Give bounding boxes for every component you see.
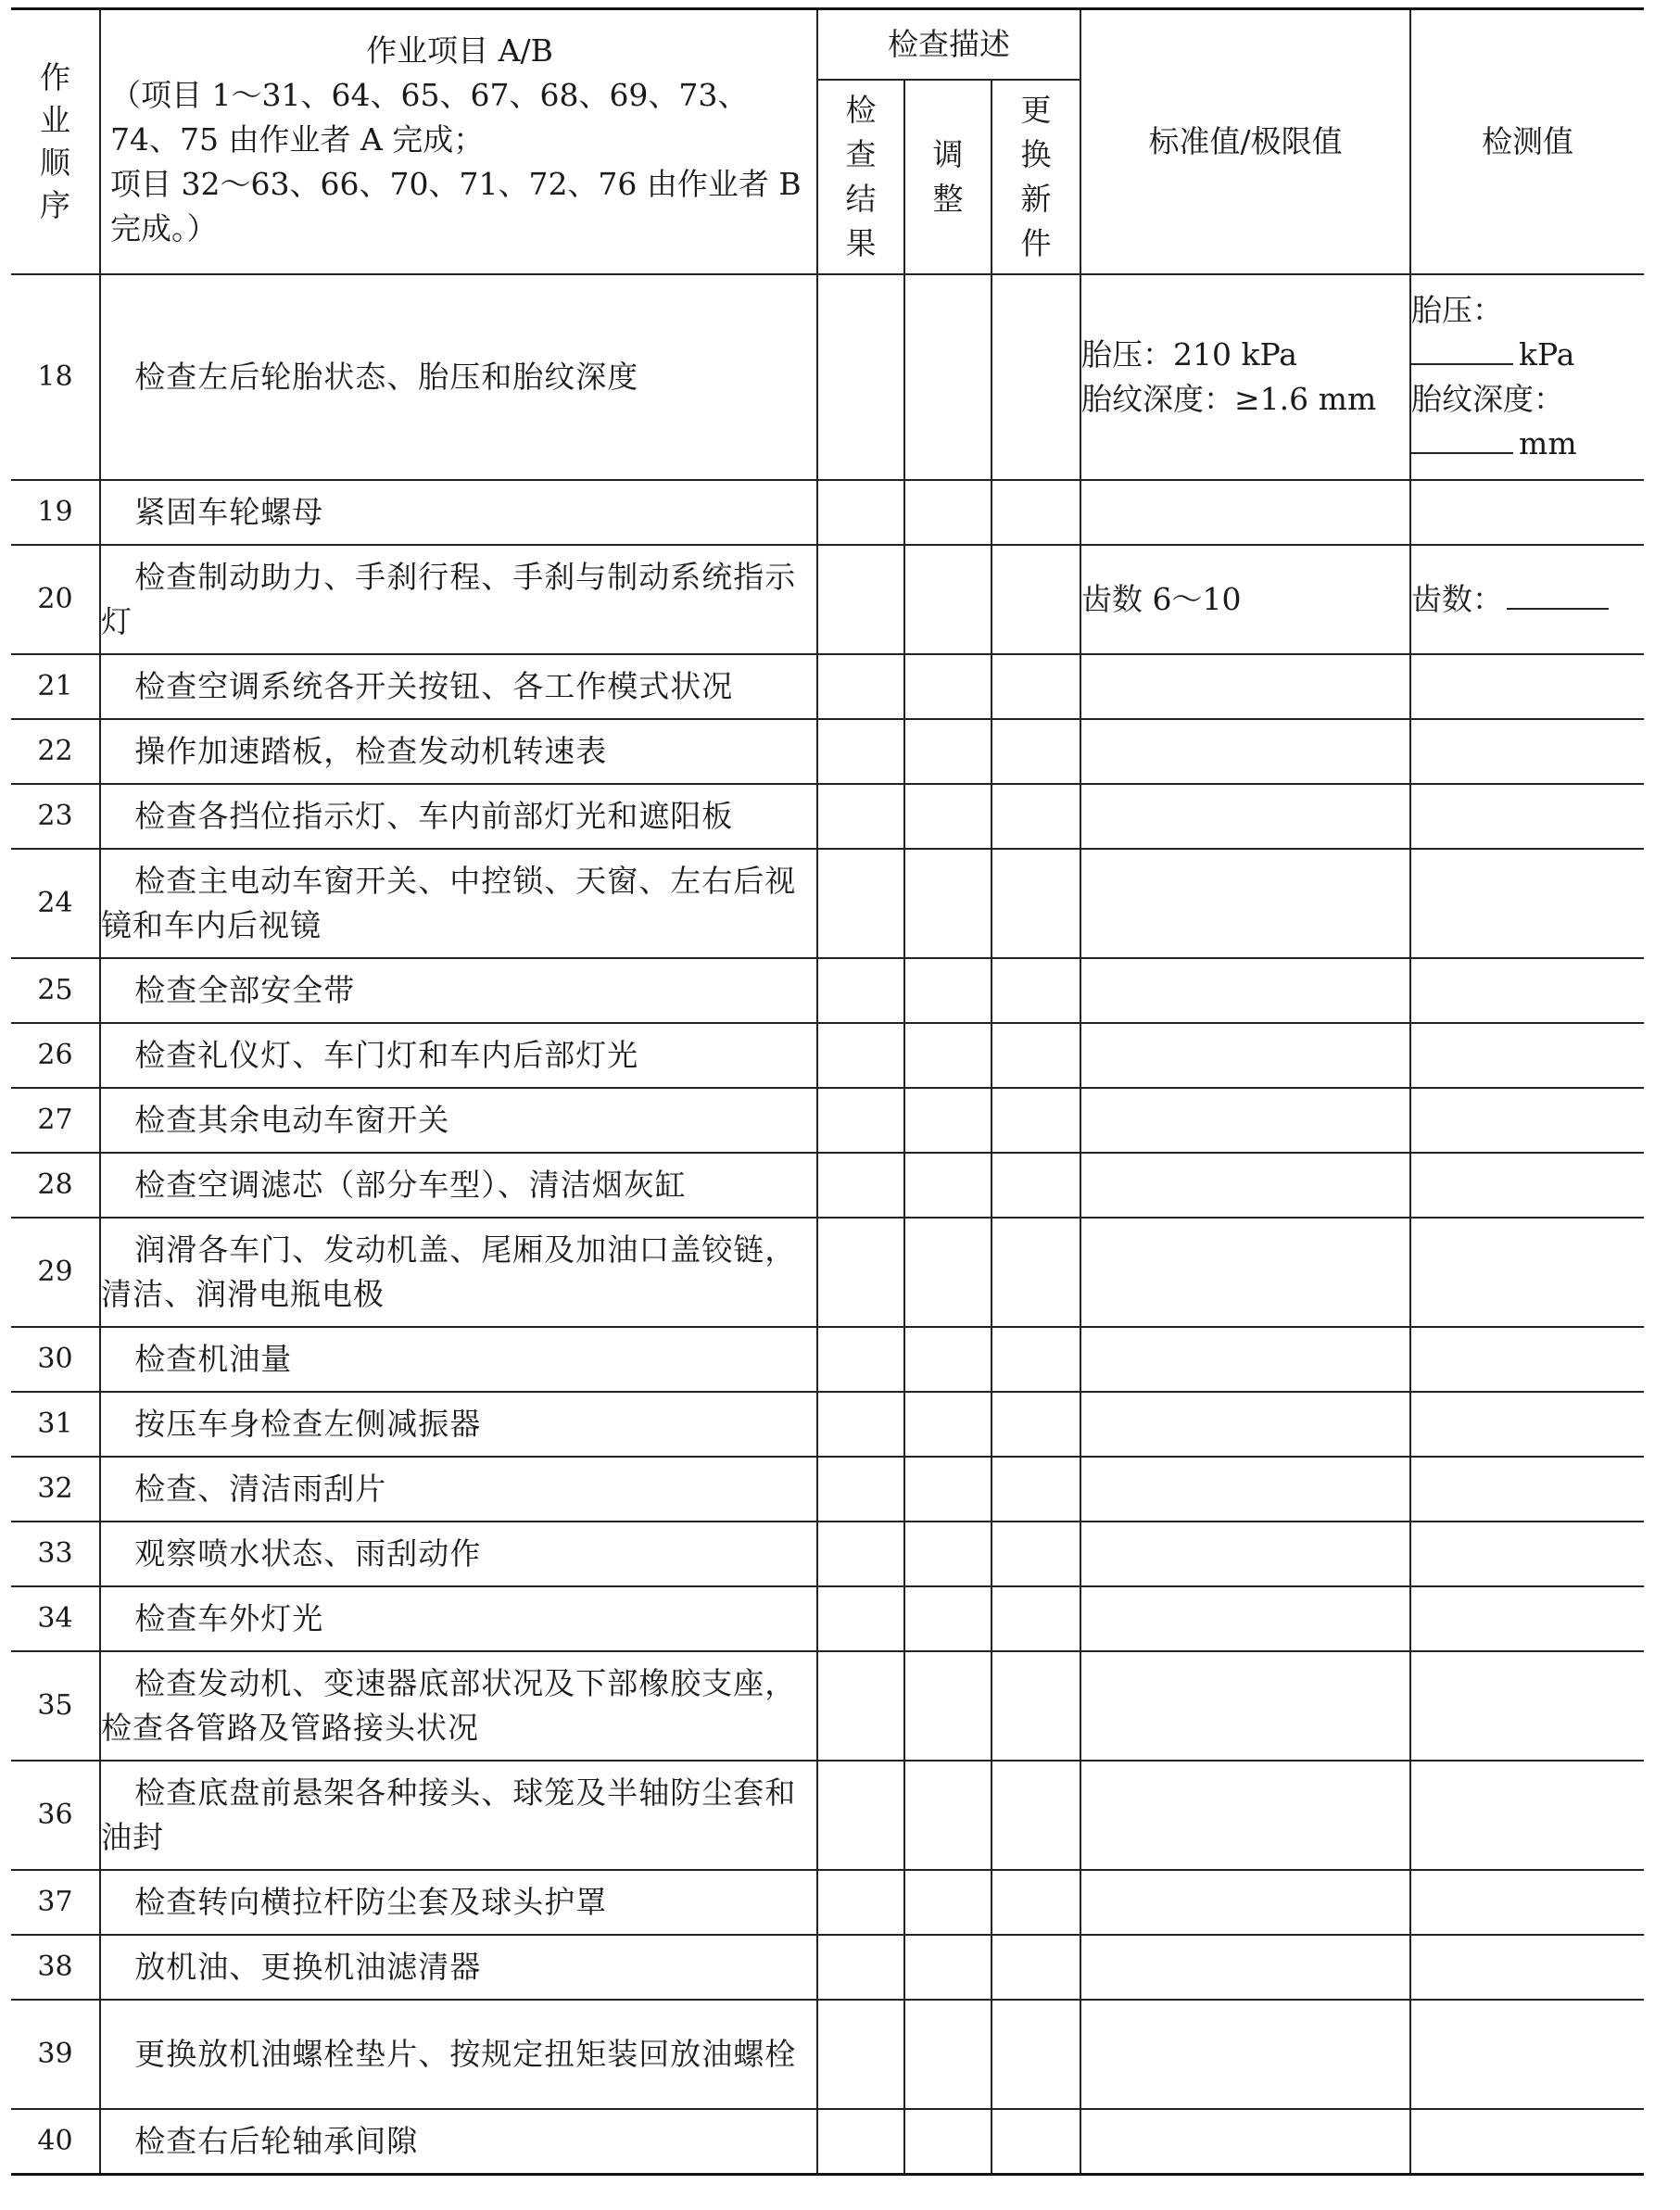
header-adjust: 调整	[904, 80, 992, 274]
adjust-cell[interactable]	[904, 480, 992, 545]
row-standard	[1080, 1522, 1410, 1586]
row-seq: 23	[11, 784, 100, 849]
table-row	[11, 1457, 1644, 1522]
row-measured[interactable]	[1410, 1327, 1644, 1392]
table-row	[11, 480, 1644, 545]
replace-cell[interactable]	[992, 1327, 1080, 1392]
replace-cell[interactable]	[992, 1935, 1080, 2000]
adjust-cell[interactable]	[904, 849, 992, 958]
row-seq: 18	[11, 274, 100, 480]
row-seq: 19	[11, 480, 100, 545]
row-seq: 29	[11, 1218, 100, 1327]
row-seq: 28	[11, 1153, 100, 1218]
replace-cell[interactable]	[992, 2109, 1080, 2174]
table-row	[11, 719, 1644, 784]
row-item: 检查全部安全带	[100, 958, 817, 1023]
row-measured[interactable]	[1410, 1392, 1644, 1457]
row-measured[interactable]	[1410, 1651, 1644, 1761]
row-seq: 21	[11, 654, 100, 719]
header-item-note-b: 项目 32～63、66、70、71、72、76 由作业者 B 完成。）	[110, 165, 802, 246]
adjust-cell[interactable]	[904, 2000, 992, 2109]
check-result-cell[interactable]	[817, 849, 904, 958]
table-row	[11, 1935, 1644, 2000]
tread-depth-blank[interactable]	[1411, 424, 1513, 454]
header-measured: 检测值	[1410, 9, 1644, 275]
check-result-cell[interactable]	[817, 1522, 904, 1586]
header-replace: 更换新件	[992, 80, 1080, 274]
row-item: 检查其余电动车窗开关	[100, 1088, 817, 1153]
table-row	[11, 1088, 1644, 1153]
row-measured[interactable]	[1410, 849, 1644, 958]
check-result-cell[interactable]	[817, 654, 904, 719]
row-seq: 32	[11, 1457, 100, 1522]
row-seq: 40	[11, 2109, 100, 2174]
check-result-cell[interactable]	[817, 1935, 904, 2000]
row-item: 检查、清洁雨刮片	[100, 1457, 817, 1522]
row-standard	[1080, 654, 1410, 719]
table-row	[11, 1651, 1644, 1761]
row-measured[interactable]	[1410, 654, 1644, 719]
row-standard	[1080, 1153, 1410, 1218]
row-measured[interactable]	[1410, 1088, 1644, 1153]
table-row	[11, 2109, 1644, 2174]
row-item: 按压车身检查左侧减振器	[100, 1392, 817, 1457]
maintenance-checklist-table	[11, 7, 1644, 2176]
table-row	[11, 1870, 1644, 1935]
row-measured[interactable]	[1410, 1586, 1644, 1651]
header-check-desc: 检查描述	[817, 9, 1080, 81]
replace-cell[interactable]	[992, 480, 1080, 545]
row-measured[interactable]	[1410, 1935, 1644, 2000]
replace-cell[interactable]	[992, 545, 1080, 654]
row-measured[interactable]: 齿数：	[1410, 545, 1644, 654]
row-seq: 31	[11, 1392, 100, 1457]
row-seq: 20	[11, 545, 100, 654]
check-result-cell[interactable]	[817, 1023, 904, 1088]
header-item-title: 作业项目 A/B	[366, 32, 553, 69]
row-measured[interactable]	[1410, 958, 1644, 1023]
row-standard	[1080, 2109, 1410, 2174]
table-row	[11, 274, 1644, 480]
row-item: 检查空调系统各开关按钮、各工作模式状况	[100, 654, 817, 719]
row-item: 检查车外灯光	[100, 1586, 817, 1651]
adjust-cell[interactable]	[904, 1651, 992, 1761]
row-standard	[1080, 784, 1410, 849]
replace-cell[interactable]	[992, 1088, 1080, 1153]
adjust-cell[interactable]	[904, 1586, 992, 1651]
replace-cell[interactable]	[992, 1023, 1080, 1088]
header-standard: 标准值/极限值	[1080, 9, 1410, 275]
row-seq: 35	[11, 1651, 100, 1761]
replace-cell[interactable]	[992, 849, 1080, 958]
row-standard	[1080, 1392, 1410, 1457]
row-measured[interactable]	[1410, 1457, 1644, 1522]
check-result-cell[interactable]	[817, 2000, 904, 2109]
row-item: 检查各挡位指示灯、车内前部灯光和遮阳板	[100, 784, 817, 849]
row-seq: 36	[11, 1761, 100, 1870]
row-item: 操作加速踏板，检查发动机转速表	[100, 719, 817, 784]
adjust-cell[interactable]	[904, 784, 992, 849]
header-item-note-a: （项目 1～31、64、65、67、68、69、73、74、75 由作业者 A 完成；	[110, 77, 749, 158]
row-item: 检查底盘前悬架各种接头、球笼及半轴防尘套和油封	[100, 1761, 817, 1870]
table-row	[11, 1153, 1644, 1218]
row-measured[interactable]	[1410, 2000, 1644, 2109]
check-result-cell[interactable]	[817, 1327, 904, 1392]
row-measured[interactable]	[1410, 2109, 1644, 2174]
adjust-cell[interactable]	[904, 654, 992, 719]
check-result-cell[interactable]	[817, 1457, 904, 1522]
check-result-cell[interactable]	[817, 1392, 904, 1457]
row-item: 检查制动助力、手刹行程、手刹与制动系统指示灯	[100, 545, 817, 654]
replace-cell[interactable]	[992, 958, 1080, 1023]
row-item: 检查发动机、变速器底部状况及下部橡胶支座，检查各管路及管路接头状况	[100, 1651, 817, 1761]
header-row-1	[11, 9, 1644, 81]
row-standard	[1080, 1088, 1410, 1153]
replace-cell[interactable]	[992, 1218, 1080, 1327]
row-measured[interactable]	[1410, 480, 1644, 545]
check-result-cell[interactable]	[817, 784, 904, 849]
row-item: 检查礼仪灯、车门灯和车内后部灯光	[100, 1023, 817, 1088]
row-standard	[1080, 958, 1410, 1023]
row-item: 放机油、更换机油滤清器	[100, 1935, 817, 2000]
gear-teeth-blank[interactable]	[1507, 580, 1609, 610]
check-result-cell[interactable]	[817, 1586, 904, 1651]
replace-cell[interactable]	[992, 1522, 1080, 1586]
replace-cell[interactable]	[992, 1586, 1080, 1651]
row-standard	[1080, 849, 1410, 958]
row-standard	[1080, 1023, 1410, 1088]
row-standard	[1080, 480, 1410, 545]
adjust-cell[interactable]	[904, 958, 992, 1023]
table-row	[11, 1392, 1644, 1457]
row-item: 观察喷水状态、雨刮动作	[100, 1522, 817, 1586]
table-row	[11, 784, 1644, 849]
header-item	[100, 9, 817, 275]
row-item: 检查左后轮胎状态、胎压和胎纹深度	[100, 274, 817, 480]
table-row	[11, 849, 1644, 958]
adjust-cell[interactable]	[904, 1870, 992, 1935]
table-row	[11, 654, 1644, 719]
replace-cell[interactable]	[992, 654, 1080, 719]
replace-cell[interactable]	[992, 1761, 1080, 1870]
replace-cell[interactable]	[992, 1392, 1080, 1457]
check-result-cell[interactable]	[817, 2109, 904, 2174]
table-row	[11, 1522, 1644, 1586]
row-seq: 37	[11, 1870, 100, 1935]
table-row	[11, 1586, 1644, 1651]
adjust-cell[interactable]	[904, 1457, 992, 1522]
row-seq: 26	[11, 1023, 100, 1088]
check-result-cell[interactable]	[817, 1761, 904, 1870]
adjust-cell[interactable]	[904, 1392, 992, 1457]
adjust-cell[interactable]	[904, 1522, 992, 1586]
replace-cell[interactable]	[992, 2000, 1080, 2109]
row-measured[interactable]: 胎压： kPa 胎纹深度： mm	[1410, 274, 1644, 480]
row-item: 检查空调滤芯（部分车型）、清洁烟灰缸	[100, 1153, 817, 1218]
adjust-cell[interactable]	[904, 2109, 992, 2174]
row-standard	[1080, 1935, 1410, 2000]
adjust-cell[interactable]	[904, 1023, 992, 1088]
row-standard	[1080, 1870, 1410, 1935]
adjust-cell[interactable]	[904, 1761, 992, 1870]
adjust-cell[interactable]	[904, 1088, 992, 1153]
table-row	[11, 1023, 1644, 1088]
header-seq: 作业顺序	[11, 9, 100, 275]
row-item: 检查机油量	[100, 1327, 817, 1392]
row-seq: 25	[11, 958, 100, 1023]
row-measured[interactable]	[1410, 1218, 1644, 1327]
row-item: 检查转向横拉杆防尘套及球头护罩	[100, 1870, 817, 1935]
table-row	[11, 2000, 1644, 2109]
table-row	[11, 1761, 1644, 1870]
adjust-cell[interactable]	[904, 545, 992, 654]
row-seq: 22	[11, 719, 100, 784]
row-standard	[1080, 1218, 1410, 1327]
adjust-cell[interactable]	[904, 1327, 992, 1392]
adjust-cell[interactable]	[904, 719, 992, 784]
check-result-cell[interactable]	[817, 1088, 904, 1153]
row-measured[interactable]	[1410, 1761, 1644, 1870]
check-result-cell[interactable]	[817, 1870, 904, 1935]
row-seq: 34	[11, 1586, 100, 1651]
replace-cell[interactable]	[992, 1153, 1080, 1218]
tire-pressure-blank[interactable]	[1411, 335, 1513, 365]
row-standard	[1080, 1327, 1410, 1392]
table-row	[11, 545, 1644, 654]
row-seq: 38	[11, 1935, 100, 2000]
row-item: 紧固车轮螺母	[100, 480, 817, 545]
check-result-cell[interactable]	[817, 719, 904, 784]
check-result-cell[interactable]	[817, 1218, 904, 1327]
adjust-cell[interactable]	[904, 1153, 992, 1218]
row-standard	[1080, 1586, 1410, 1651]
adjust-cell[interactable]	[904, 1218, 992, 1327]
row-measured[interactable]	[1410, 784, 1644, 849]
row-measured[interactable]	[1410, 1153, 1644, 1218]
replace-cell[interactable]	[992, 1457, 1080, 1522]
row-standard: 胎压：210 kPa 胎纹深度：≥1.6 mm	[1080, 274, 1410, 480]
row-seq: 27	[11, 1088, 100, 1153]
check-result-cell[interactable]	[817, 545, 904, 654]
check-result-cell[interactable]	[817, 958, 904, 1023]
row-item: 检查主电动车窗开关、中控锁、天窗、左右后视镜和车内后视镜	[100, 849, 817, 958]
row-item: 更换放机油螺栓垫片、按规定扭矩装回放油螺栓	[100, 2000, 817, 2109]
row-seq: 33	[11, 1522, 100, 1586]
row-measured[interactable]	[1410, 1522, 1644, 1586]
replace-cell[interactable]	[992, 784, 1080, 849]
replace-cell[interactable]	[992, 274, 1080, 480]
row-standard	[1080, 1761, 1410, 1870]
replace-cell[interactable]	[992, 1870, 1080, 1935]
row-standard: 齿数 6～10	[1080, 545, 1410, 654]
check-result-cell[interactable]	[817, 480, 904, 545]
row-standard	[1080, 1651, 1410, 1761]
replace-cell[interactable]	[992, 719, 1080, 784]
adjust-cell[interactable]	[904, 1935, 992, 2000]
table-row	[11, 958, 1644, 1023]
row-measured[interactable]	[1410, 1023, 1644, 1088]
check-result-cell[interactable]	[817, 274, 904, 480]
row-seq: 30	[11, 1327, 100, 1392]
adjust-cell[interactable]	[904, 274, 992, 480]
check-result-cell[interactable]	[817, 1651, 904, 1761]
row-standard	[1080, 2000, 1410, 2109]
table-row	[11, 1218, 1644, 1327]
row-seq: 24	[11, 849, 100, 958]
row-standard	[1080, 719, 1410, 784]
replace-cell[interactable]	[992, 1651, 1080, 1761]
row-measured[interactable]	[1410, 1870, 1644, 1935]
header-check-result: 检查结果	[817, 80, 904, 274]
row-item: 润滑各车门、发动机盖、尾厢及加油口盖铰链，清洁、润滑电瓶电极	[100, 1218, 817, 1327]
row-measured[interactable]	[1410, 719, 1644, 784]
row-seq: 39	[11, 2000, 100, 2109]
check-result-cell[interactable]	[817, 1153, 904, 1218]
table-row	[11, 1327, 1644, 1392]
row-standard	[1080, 1457, 1410, 1522]
row-item: 检查右后轮轴承间隙	[100, 2109, 817, 2174]
